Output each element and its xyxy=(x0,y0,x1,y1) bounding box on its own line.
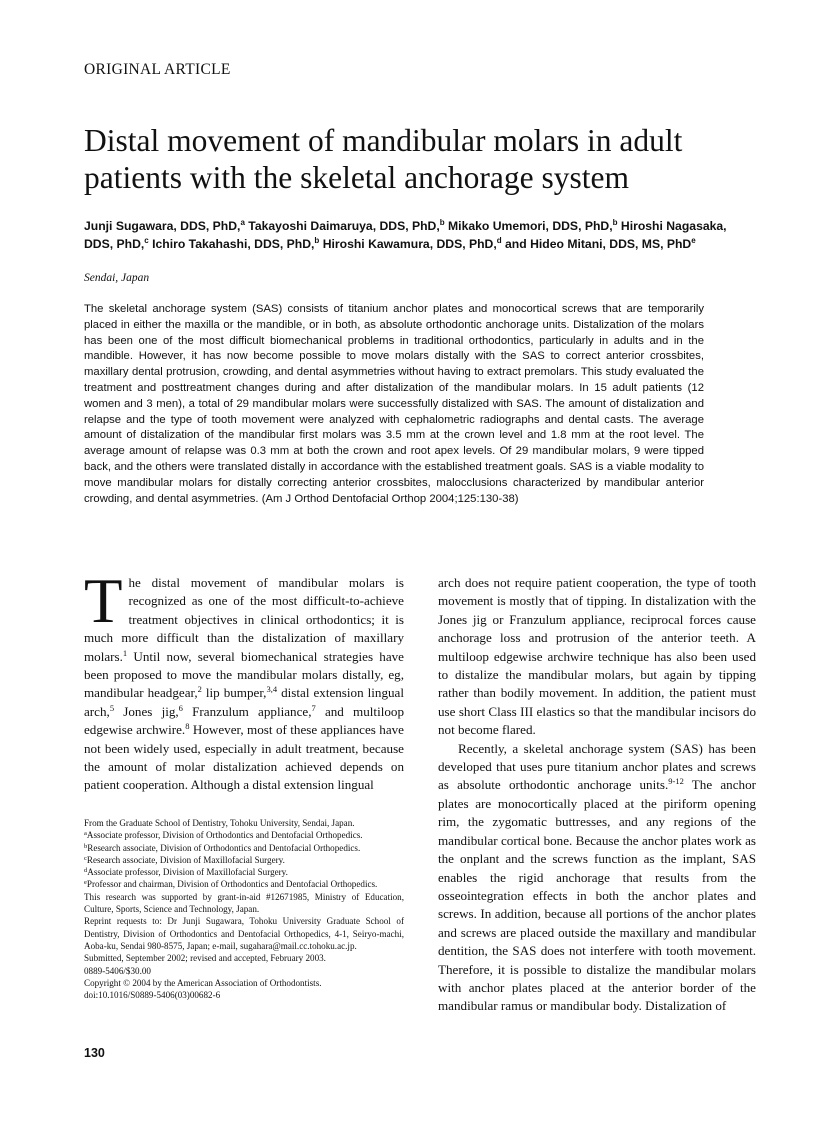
author-location: Sendai, Japan xyxy=(84,272,150,284)
author-name: and Hideo Mitani, DDS, MS, PhD xyxy=(505,236,692,251)
footnote-marker: a xyxy=(84,830,87,838)
affiliation-marker: d xyxy=(496,235,502,245)
footnote-marker: b xyxy=(84,842,88,850)
page-number: 130 xyxy=(84,1046,105,1060)
footnote-text: Professor and chairman, Division of Orthodontics and Dentofacial Orthopedics. xyxy=(86,879,378,890)
section-label: ORIGINAL ARTICLE xyxy=(84,61,231,78)
body-column-right xyxy=(438,574,756,1016)
body-paragraph: he distal movement of mandibular molars is recognized as one of the most difficult-to-achieve treatment objectives in clinical orthodontics; it is much more difficult than the distalization of maxillary molars.$^1$ Until now, several biomechanical strategies have been proposed to move the mandibular molars distally, eg, mandibular headgear,$^2$ lip bumper,$^{3,4}$ distal extension lingual arch,$^5$ Jones jig,$^6$ Franzulum appliance,$^7$ and multiloop edgewise archwire.$^8$ However, most of these appliances have not been widely used, especially in adult treatment, because the amount of molar distalization achieved depends on patient cooperation. Although a distal extension lingual xyxy=(84,575,405,793)
footnote-text: Research associate, Division of Orthodontics and Dentofacial Orthopedics. xyxy=(87,842,361,853)
footnote xyxy=(84,817,404,829)
body-paragraph: Recently, a skeletal anchorage system (SAS) has been developed that uses pure titanium anchor plates and screws as absolute orthodontic anchorage units.$^{9-12}$ The anchor plates are monocortically placed at the piriform opening rim, the zygomatic buttresses, and any regions of the mandibular cortical bone. Because the anchor plates work as the onplant and the screws function as the implant, SAS enables the rigid anchorage that results from the osseointegration effects in both the anchor plates and screws. In addition, because all portions of the anchor plates and screws are placed outside the maxillary and mandibular dentition, the SAS does not interfere with tooth movement. Therefore, it is possible to distalize the mandibular molars with anchor plates placed at the anterior border of the mandibular ramus or mandibular body. Distalization of xyxy=(438,740,756,1014)
footnote-text: Research associate, Division of Maxillofacial Surgery. xyxy=(86,854,285,865)
footnote-text: Submitted, September 2002; revised and accepted, February 2003. xyxy=(84,953,326,964)
footnote-text: From the Graduate School of Dentistry, Tohoku University, Sendai, Japan. xyxy=(84,818,355,828)
footnote-marker: c xyxy=(84,854,87,862)
drop-cap: T xyxy=(84,566,123,636)
citation-marker: 7 xyxy=(311,702,316,713)
affiliation-marker: c xyxy=(144,235,149,245)
citation-marker: 6 xyxy=(178,702,183,713)
author-name: Takayoshi Daimaruya, DDS, PhD, xyxy=(248,219,440,233)
footnote-text: This research was supported by grant-in-aid #12671985, Ministry of Education, Culture, Sports, Science and Technology, Japan. xyxy=(84,891,404,915)
footnote xyxy=(84,989,404,1001)
footnotes xyxy=(84,817,404,1001)
author-name: Junji Sugawara, DDS, PhD, xyxy=(84,219,241,233)
footnote xyxy=(84,866,404,878)
footnote xyxy=(84,891,404,916)
affiliation-marker: b xyxy=(439,218,445,227)
citation-marker: 5 xyxy=(109,702,115,713)
citation-marker: 2 xyxy=(197,684,202,695)
footnote xyxy=(84,829,404,841)
author-list xyxy=(84,218,744,253)
affiliation-marker: a xyxy=(240,218,245,227)
footnote-marker: d xyxy=(84,867,88,875)
author-name: Hiroshi Nagasaka, DDS, PhD, xyxy=(84,219,727,251)
footnote xyxy=(84,915,404,952)
footnote-text: Copyright © 2004 by the American Association of Orthodontists. xyxy=(84,977,322,988)
body-column-left xyxy=(84,566,405,795)
abstract: The skeletal anchorage system (SAS) consists of titanium anchor plates and monocortical screws that are temporarily placed in either the maxilla or the mandible, or in both, as absolute orthodontic anchorage units. Distalization of the molars has been one of the most difficult biomechanical problems in traditional orthodontics, particularly in adults and in the mandible. However, it has now become possible to move molars distally with the SAS to correct anterior crossbites, maxillary dental protrusion, crowding, and dental asymmetries without having to extract premolars. This study evaluated the treatment and posttreatment changes during and after distalization of the mandibular molars. In 15 adult patients (12 women and 3 men), a total of 29 mandibular molars were successfully distalized with SAS. The amount of distalization and relapse and the type of tooth movement were analyzed with cephalometric radiographs and dental casts. The average amount of distalization of the mandibular first molars was 3.5 mm at the crown level and 1.8 mm at the root level. The average amount of relapse was 0.3 mm at both the crown and root apex levels. Of 29 mandibular molars, 9 were tipped back, and the others were translated distally in accordance with the established treatment goals. SAS is a viable modality to move mandibular molars for distally correcting anterior crossbites, malocclusions characterized by mandibular anterior crowding, and dental asymmetries. (Am J Orthod Dentofacial Orthop 2004;125:130-38) xyxy=(84,303,704,505)
citation-marker: 8 xyxy=(185,721,190,732)
footnote xyxy=(84,878,404,890)
author-name: Ichiro Takahashi, DDS, PhD, xyxy=(152,236,315,251)
footnote xyxy=(84,854,404,866)
affiliation-marker: b xyxy=(314,235,320,245)
author-name: Hiroshi Kawamura, DDS, PhD, xyxy=(322,236,497,251)
article-title: Distal movement of mandibular molars in adult patients with the skeletal anchorage system xyxy=(84,123,683,195)
footnote xyxy=(84,977,404,989)
footnote-text: doi:10.1016/S0889-5406(03)00682-6 xyxy=(84,990,221,1001)
footnote-marker: e xyxy=(84,879,87,887)
author-name: Mikako Umemori, DDS, PhD, xyxy=(448,219,613,233)
affiliation-marker: e xyxy=(691,235,696,245)
footnote-text: Associate professor, Division of Maxillofacial Surgery. xyxy=(87,867,288,878)
citation-marker: 9-12 xyxy=(668,776,684,787)
footnote xyxy=(84,965,404,977)
footnote xyxy=(84,842,404,854)
footnote-text: 0889-5406/$30.00 xyxy=(84,965,151,976)
citation-marker: 3,4 xyxy=(266,684,278,695)
footnote xyxy=(84,952,404,964)
footnote-text: Associate professor, Division of Orthodontics and Dentofacial Orthopedics. xyxy=(86,830,363,841)
affiliation-marker: b xyxy=(612,218,618,227)
footnote-text: Reprint requests to: Dr Junji Sugawara, Tohoku University Graduate School of Dentistry, Division of Orthodontics and Dentofacial Orthopedics, 4-1, Seiryo-machi, Aoba-ku, Sendai 980-8575, Japan; e-mail, sugahara@mail.cc.tohoku.ac.jp. xyxy=(84,916,404,951)
body-paragraph: arch does not require patient cooperation, the type of tooth movement is mostly that of tipping. In distalization with the Jones jig or Franzulum appliance, reciprocal forces cause anchorage loss and protrusion of the anterior teeth. A multiloop edgewise archwire technique has also been used to distalize the mandibular molars, but again by tipping rather than bodily movement. In addition, the patient must use short Class III elastics so that the mandibular incisors do not become flared. xyxy=(438,575,756,738)
citation-marker: 1 xyxy=(122,647,128,658)
